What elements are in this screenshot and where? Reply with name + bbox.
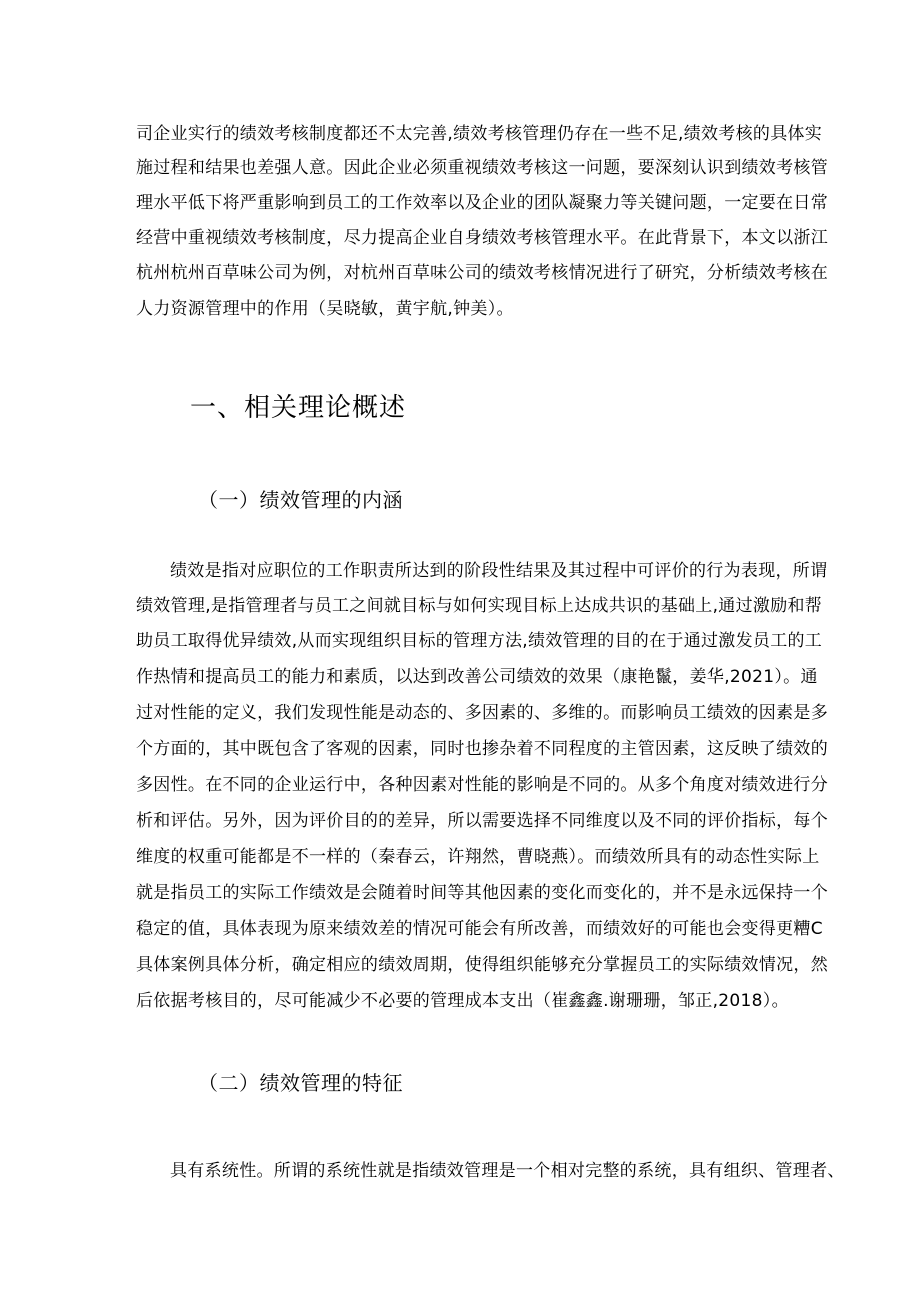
intro-line-4: 经营中重视绩效考核制度，尽力提高企业自身绩效考核管理水平。在此背景下，本文以浙江 — [136, 228, 828, 248]
intro-line-5: 杭州杭州百草味公司为例，对杭州百草味公司的绩效考核情况进行了研究，分析绩效考核在 — [136, 263, 828, 283]
section1-line-11: 稳定的值，具体表现为原来绩效差的情况可能会有所改善，而绩效好的可能也会变得更糟C — [136, 919, 823, 939]
intro-line-2: 施过程和结果也差强人意。因此企业必须重视绩效考核这一问题，要深刻认识到绩效考核管 — [136, 158, 828, 178]
intro-line-3: 理水平低下将严重影响到员工的工作效率以及企业的团队凝聚力等关键问题，一定要在日常 — [136, 193, 828, 213]
intro-line-6: 人力资源管理中的作用（吴晓敏，黄宇航,钟美）。 — [136, 299, 514, 319]
section1-line-8: 析和评估。另外，因为评价目的的差异，所以需要选择不同维度以及不同的评价指标，每个 — [136, 811, 828, 831]
section1-line-2: 绩效管理,是指管理者与员工之间就目标与如何实现目标上达成共识的基础上,通过激励和帮 — [136, 596, 823, 616]
section1-line-7: 多因性。在不同的企业运行中，各种因素对性能的影响是不同的。从多个角度对绩效进行分 — [136, 775, 828, 795]
chapter-title: 一、相关理论概述 — [190, 393, 407, 423]
intro-line-1: 司企业实行的绩效考核制度都还不太完善,绩效考核管理仍存在一些不足,绩效考核的具体实 — [136, 124, 823, 144]
section1-line-10: 就是指员工的实际工作绩效是会随着时间等其他因素的变化而变化的，并不是永远保持一个 — [136, 883, 828, 903]
section-title-2: （二）绩效管理的特征 — [198, 1071, 403, 1095]
section1-line-12: 具体案例具体分析，确定相应的绩效周期，使得组织能够充分掌握员工的实际绩效情况，然 — [136, 955, 828, 975]
section1-line-6: 个方面的，其中既包含了客观的因素，同时也掺杂着不同程度的主管因素，这反映了绩效的 — [136, 739, 828, 759]
section1-line-5: 过对性能的定义，我们发现性能是动态的、多因素的、多维的。而影响员工绩效的因素是多 — [136, 703, 828, 723]
section1-line-9: 维度的权重可能都是不一样的（秦春云，许翔然，曹晓燕）。而绩效所具有的动态性实际上 — [136, 847, 820, 867]
section1-line-4: 作热情和提高员工的能力和素质，以达到改善公司绩效的效果（康艳鬣，姜华,2021）。通 — [136, 667, 818, 687]
section1-line-1: 绩效是指对应职位的工作职责所达到的阶段性结果及其过程中可评价的行为表现，所谓 — [170, 561, 828, 581]
section1-line-3: 助员工取得优异绩效,从而实现组织目标的管理方法,绩效管理的目的在于通过激发员工的工 — [136, 631, 823, 651]
section1-line-13: 后依据考核目的，尽可能减少不必要的管理成本支出（崔鑫鑫.谢珊珊，邹正,2018）。 — [136, 991, 789, 1011]
section2-line-1: 具有系统性。所谓的系统性就是指绩效管理是一个相对完整的系统，具有组织、管理者、 — [170, 1161, 845, 1181]
section-title-1: （一）绩效管理的内涵 — [198, 488, 403, 512]
